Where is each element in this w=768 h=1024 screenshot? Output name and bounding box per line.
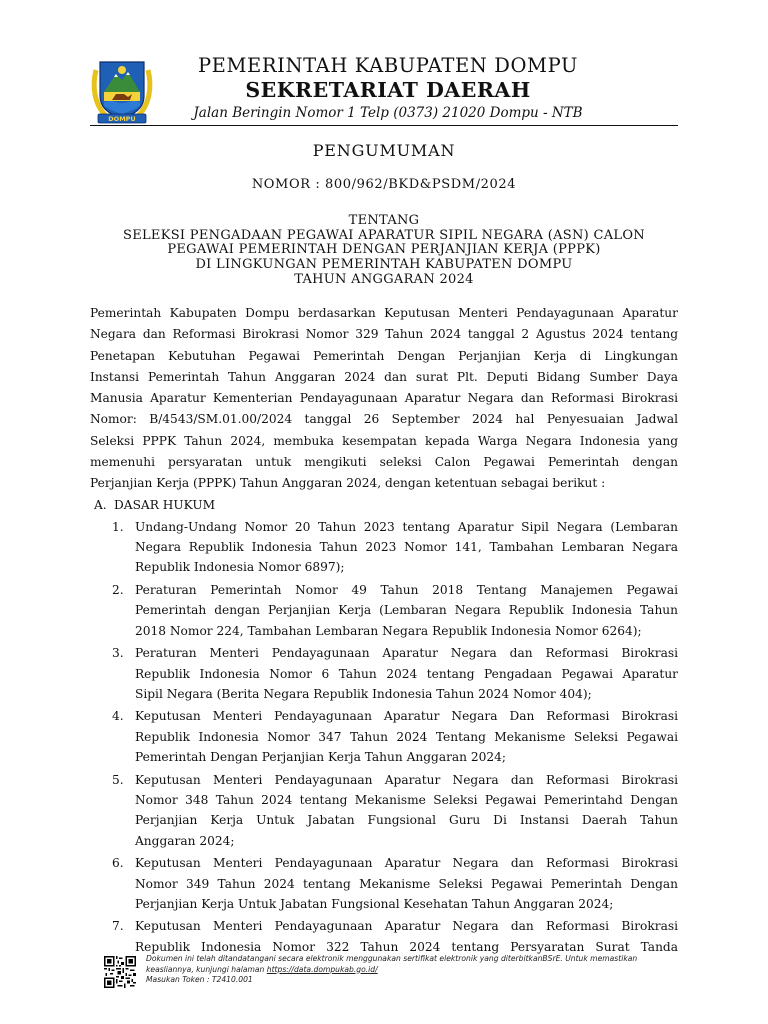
government-name: PEMERINTAH KABUPATEN DOMPU (197, 54, 579, 77)
subject-line: SELEKSI PENGADAAN PEGAWAI APARATUR SIPIL NEGARA (ASN) CALON (123, 227, 645, 243)
list-item-line: Sipil Negara (Berita Negara Republik Indonesia Tahun 2024 Nomor 404); (135, 686, 592, 701)
list-item-line: Nomor 348 Tahun 2024 tentang Mekanisme Seleksi Pegawai Pemerintahd Dengan (135, 792, 678, 807)
list-item-number: 1. (112, 519, 124, 534)
esign-notice-line (146, 965, 706, 976)
letterhead (168, 54, 608, 123)
list-item-line: Republik Indonesia Nomor 322 Tahun 2024 tentang Persyaratan Surat Tanda (135, 939, 678, 954)
paragraph-line: Negara dan Reformasi Birokrasi Nomor 329 Tahun 2024 tanggal 2 Agustus 2024 tentang (90, 327, 678, 342)
list-item-line: Peraturan Menteri Pendayagunaan Aparatur Negara dan Reformasi Birokrasi (135, 646, 678, 661)
office-name: SEKRETARIAT DAERAH (245, 78, 531, 102)
list-item (90, 643, 678, 704)
list-item-line: Republik Indonesia Nomor 347 Tahun 2024 Tentang Mekanisme Seleksi Pegawai (135, 729, 678, 744)
list-item-line: Keputusan Menteri Pendayagunaan Aparatur Negara dan Reformasi Birokrasi (135, 772, 678, 787)
paragraph-line: memenuhi persyaratan untuk mengikuti seleksi Calon Pegawai Pemerintah dengan (90, 455, 678, 470)
section-a-heading (90, 495, 678, 515)
list-item-number: 2. (112, 582, 124, 597)
document-body (90, 303, 678, 957)
list-item-number: 3. (112, 646, 124, 661)
paragraph-line: Penetapan Kebutuhan Pegawai Pemerintah Dengan Perjanjian Kerja di Lingkungan (90, 348, 678, 363)
paragraph-line: Instansi Pemerintah Tahun Anggaran 2024 dan surat Plt. Deputi Bidang Sumber Daya (90, 369, 678, 384)
list-item (90, 770, 678, 852)
subject-line: DI LINGKUNGAN PEMERINTAH KABUPATEN DOMPU (195, 257, 573, 273)
verification-link[interactable]: https://data.dompukab.go.id/ (266, 964, 378, 974)
list-item-line: Republik Indonesia Nomor 6897); (135, 560, 345, 575)
list-item-number: 6. (112, 856, 124, 871)
list-item-line: Anggaran 2024; (135, 833, 235, 848)
list-item-line: Nomor 349 Tahun 2024 tentang Mekanisme Seleksi Pegawai Pemerintah Dengan (135, 876, 678, 891)
list-item-line: Keputusan Menteri Pendayagunaan Aparatur Negara dan Reformasi Birokrasi (135, 856, 678, 871)
list-item-line: Pemerintah dengan Perjanjian Kerja (Lembaran Negara Republik Indonesia Tahun (135, 603, 678, 618)
list-item-number: 7. (112, 919, 124, 934)
list-item-line: Perjanjian Kerja Untuk Jabatan Fungsional Guru Di Instansi Daerah Tahun (135, 813, 678, 828)
subject-line: TENTANG (348, 213, 420, 228)
subject-line: TAHUN ANGGARAN 2024 (294, 271, 474, 287)
list-item-line: Perjanjian Kerja Untuk Jabatan Fungsional Kesehatan Tahun Anggaran 2024; (135, 896, 614, 911)
list-item-number: 4. (112, 709, 124, 724)
office-address: Jalan Beringin Nomor 1 Telp (0373) 21020 Dompu - NTB (193, 105, 583, 121)
intro-paragraph (90, 303, 678, 495)
list-item-line: Negara Republik Indonesia Tahun 2023 Nomor 141, Tambahan Lembaran Negara (135, 540, 678, 555)
paragraph-line: Seleksi PPPK Tahun 2024, membuka kesempatan kepada Warga Negara Indonesia yang (90, 433, 678, 448)
esign-token: Masukan Token : T2410.001 (146, 975, 253, 985)
document-heading: PENGUMUMAN (312, 141, 456, 160)
section-letter: A. (94, 497, 107, 512)
section-title: DASAR HUKUM (114, 497, 216, 512)
legal-basis-list (90, 517, 678, 958)
qr-code-icon[interactable] (104, 956, 136, 988)
letterhead-divider (90, 125, 678, 126)
list-item-line: Peraturan Pemerintah Nomor 49 Tahun 2018 Tentang Manajemen Pegawai (135, 582, 678, 597)
list-item-line: Undang-Undang Nomor 20 Tahun 2023 tentang Aparatur Sipil Negara (Lembaran (135, 519, 678, 534)
paragraph-line: Perjanjian Kerja (PPPK) Tahun Anggaran 2024, dengan ketentuan sebagai berikut : (90, 476, 606, 491)
list-item (90, 853, 678, 914)
list-item-number: 5. (112, 772, 124, 787)
list-item-line: Pemerintah Dengan Perjanjian Kerja Tahun Anggaran 2024; (135, 750, 507, 765)
logo-text: DOMPU (108, 115, 136, 124)
list-item-line: Republik Indonesia Nomor 6 Tahun 2024 tentang Pengadaan Pegawai Aparatur (135, 666, 678, 681)
esign-notice-prefix: keasliannya, kunjungi halaman (146, 964, 267, 974)
dompu-regency-logo (90, 56, 154, 124)
esign-footer (104, 954, 704, 988)
paragraph-line: Pemerintah Kabupaten Dompu berdasarkan Keputusan Menteri Pendayagunaan Aparatur (90, 306, 678, 320)
paragraph-line: Manusia Aparatur Kementerian Pendayagunaan Aparatur Negara dan Reformasi Birokrasi (90, 391, 678, 406)
list-item (90, 916, 678, 957)
esign-notice-line: Dokumen ini telah ditandatangani secara elektronik menggunakan sertifikat elektronik yang diterbitkanBSrE. Untuk memastikan (146, 954, 638, 963)
list-item (90, 706, 678, 767)
subject-line: PEGAWAI PEMERINTAH DENGAN PERJANJIAN KERJA (PPPK) (167, 242, 601, 258)
list-item (90, 580, 678, 641)
list-item-line: Keputusan Menteri Pendayagunaan Aparatur Negara Dan Reformasi Birokrasi (135, 709, 678, 724)
paragraph-line: Nomor: B/4543/SM.01.00/2024 tanggal 26 September 2024 hal Penyesuaian Jadwal (90, 412, 678, 427)
document-subject (90, 214, 678, 288)
document-number: NOMOR : 800/962/BKD&PSDM/2024 (251, 177, 517, 192)
list-item-line: 2018 Nomor 224, Tambahan Lembaran Negara Republik Indonesia Nomor 6264); (135, 623, 642, 638)
list-item-line: Keputusan Menteri Pendayagunaan Aparatur Negara dan Reformasi Birokrasi (135, 919, 678, 934)
esign-notice (146, 954, 706, 986)
list-item (90, 517, 678, 578)
